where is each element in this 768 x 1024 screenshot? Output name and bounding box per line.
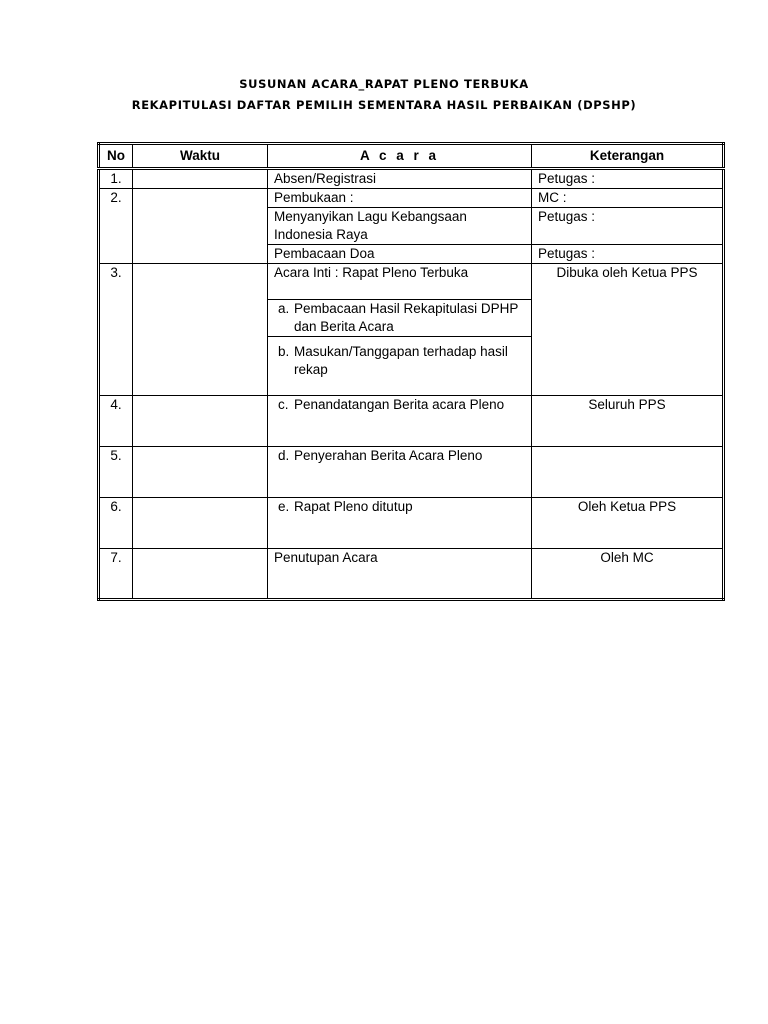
row-number: 7. [99,549,133,600]
acara-cell [268,337,532,396]
header-acara: A c a r a [268,144,532,169]
table-row [99,169,724,189]
list-marker: d. [278,448,290,463]
row-number: 5. [99,447,133,498]
acara-cell: Absen/Registrasi [268,169,532,189]
list-text: Penyerahan Berita Acara Pleno [294,448,483,463]
list-marker: b. [278,344,290,359]
keterangan-cell: Seluruh PPS [532,396,724,447]
acara-cell [268,498,532,549]
keterangan-cell: MC : [532,189,724,208]
waktu-cell [133,169,268,189]
row-number: 2. [99,189,133,264]
list-item [274,300,525,336]
header-waktu: Waktu [133,144,268,169]
waktu-cell [133,264,268,396]
table-row [99,189,724,208]
document-subtitle: REKAPITULASI DAFTAR PEMILIH SEMENTARA HASIL PERBAIKAN (DPSHP) [131,98,637,112]
row-number: 1. [99,169,133,189]
table-row [99,498,724,549]
keterangan-cell: Dibuka oleh Ketua PPS [532,264,724,396]
table-row [99,264,724,300]
row-number: 4. [99,396,133,447]
acara-cell: Pembacaan Doa [268,245,532,264]
keterangan-cell [532,447,724,498]
acara-cell [268,300,532,337]
agenda-table [97,142,725,601]
acara-cell: Acara Inti : Rapat Pleno Terbuka [268,264,532,300]
keterangan-cell: Petugas : [532,208,724,245]
list-marker: e. [278,499,290,514]
waktu-cell [133,189,268,264]
acara-cell [268,396,532,447]
row-number: 3. [99,264,133,396]
acara-cell: Pembukaan : [268,189,532,208]
keterangan-cell: Petugas : [532,245,724,264]
table-row [99,396,724,447]
waktu-cell [133,549,268,600]
acara-cell: Menyanyikan Lagu Kebangsaan Indonesia Raya [268,208,532,245]
keterangan-cell: Oleh MC [532,549,724,600]
header-keterangan: Keterangan [532,144,724,169]
acara-cell: Penutupan Acara [268,549,532,600]
list-item [274,498,525,516]
keterangan-cell: Petugas : [532,169,724,189]
list-item [274,343,525,379]
list-item [274,447,525,465]
list-text: Penandatangan Berita acara Pleno [294,397,505,412]
list-marker: c. [278,397,289,412]
list-item [274,396,525,414]
list-text: Pembacaan Hasil Rekapitulasi DPHP dan Berita Acara [294,301,519,334]
table-row [99,447,724,498]
keterangan-cell: Oleh Ketua PPS [532,498,724,549]
acara-cell [268,447,532,498]
table-header-row [99,144,724,169]
list-text: Masukan/Tanggapan terhadap hasil rekap [294,344,508,377]
list-marker: a. [278,301,290,316]
table-row [99,549,724,600]
waktu-cell [133,396,268,447]
list-text: Rapat Pleno ditutup [294,499,413,514]
row-number: 6. [99,498,133,549]
header-no: No [99,144,133,169]
waktu-cell [133,498,268,549]
document-title: SUSUNAN ACARA_RAPAT PLENO TERBUKA [239,77,529,91]
waktu-cell [133,447,268,498]
